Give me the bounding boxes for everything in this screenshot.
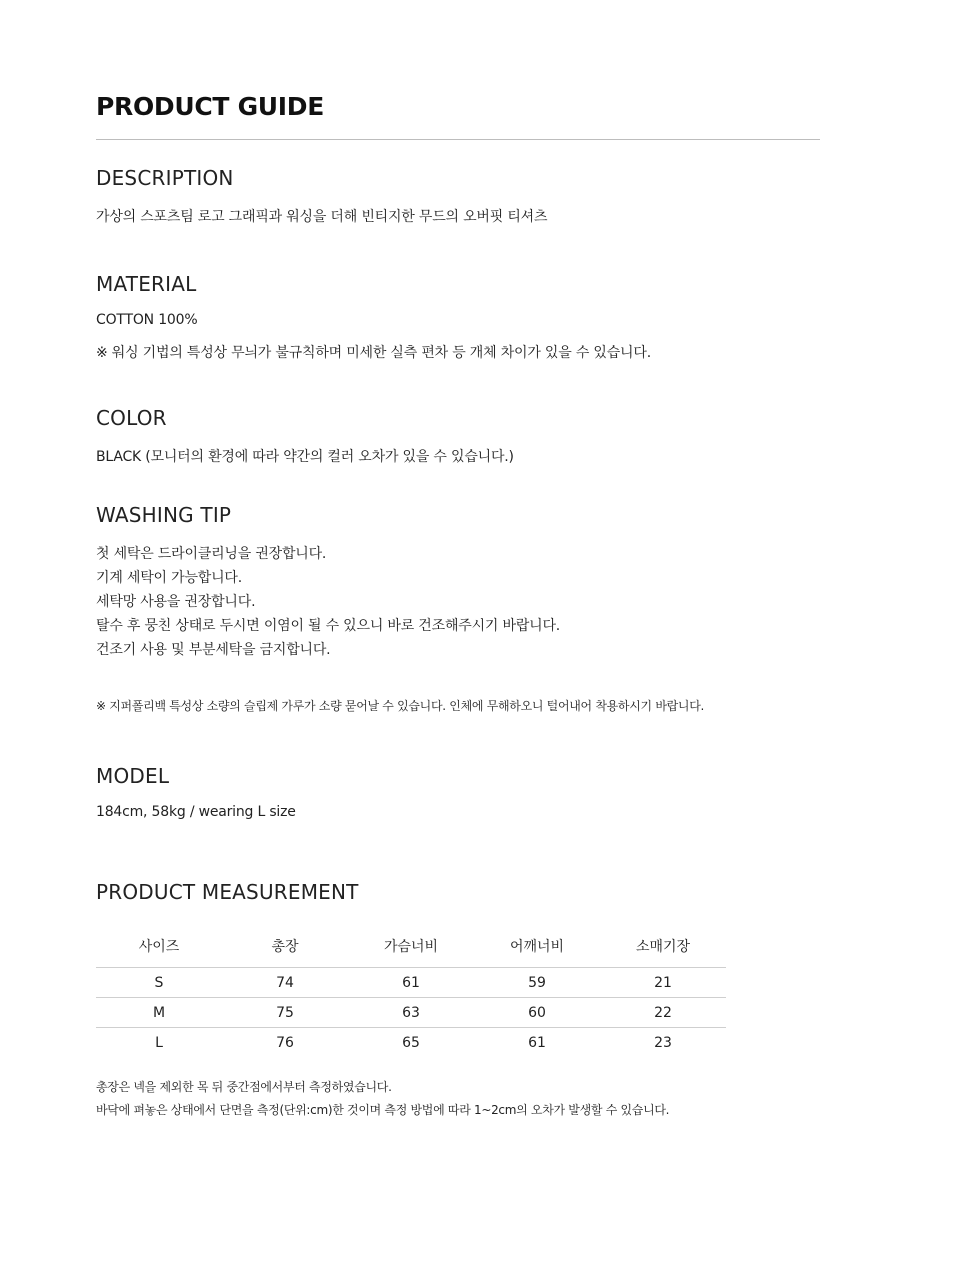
washing-line: 세탁망 사용을 권장합니다. xyxy=(96,594,256,610)
table-row xyxy=(96,1028,726,1058)
cell-total-length: 74 xyxy=(222,968,348,998)
material-note: ※ 워싱 기법의 특성상 무늬가 불규칙하며 미세한 실측 편차 등 개체 차이가 있을 수 있습니다. xyxy=(96,345,651,361)
header-total-length: 총장 xyxy=(222,925,348,968)
cell-chest-width: 61 xyxy=(348,968,474,998)
header-sleeve-length: 소매기장 xyxy=(600,925,726,968)
cell-sleeve-length: 21 xyxy=(600,968,726,998)
material-composition: COTTON 100% xyxy=(96,312,198,328)
model-title: MODEL xyxy=(96,764,170,788)
model-text: 184cm, 58kg / wearing L size xyxy=(96,804,296,820)
washing-note: ※ 지퍼폴리백 특성상 소량의 슬립제 가루가 소량 묻어날 수 있습니다. 인체에 무해하오니 털어내어 착용하시기 바랍니다. xyxy=(96,699,705,713)
measurement-note: 바닥에 펴놓은 상태에서 단면을 측정(단위:cm)한 것이며 측정 방법에 따라 1~2cm의 오차가 발생할 수 있습니다. xyxy=(96,1103,670,1117)
cell-shoulder-width: 60 xyxy=(474,998,600,1028)
material-title: MATERIAL xyxy=(96,272,197,296)
cell-chest-width: 63 xyxy=(348,998,474,1028)
cell-chest-width: 65 xyxy=(402,1034,420,1051)
color-title: COLOR xyxy=(96,406,167,430)
description-title: DESCRIPTION xyxy=(96,166,234,190)
washing-title: WASHING TIP xyxy=(96,503,232,527)
cell-size: M xyxy=(96,998,222,1028)
measurement-table xyxy=(96,925,726,1057)
header-shoulder-width: 어깨너비 xyxy=(474,925,600,968)
table-header-row xyxy=(96,925,726,968)
header-size: 사이즈 xyxy=(96,925,222,968)
cell-sleeve-length: 23 xyxy=(654,1034,672,1051)
color-text: BLACK (모니터의 환경에 따라 약간의 컬러 오차가 있을 수 있습니다.) xyxy=(96,449,514,465)
cell-sleeve-length: 22 xyxy=(600,998,726,1028)
table-row xyxy=(96,998,726,1028)
table-row xyxy=(96,968,726,998)
cell-size: S xyxy=(96,968,222,998)
washing-line: 탈수 후 뭉친 상태로 두시면 이염이 될 수 있으니 바로 건조해주시기 바랍니다. xyxy=(96,618,561,634)
washing-line: 건조기 사용 및 부분세탁을 금지합니다. xyxy=(96,642,331,658)
page-title: PRODUCT GUIDE xyxy=(96,92,325,121)
washing-line: 첫 세탁은 드라이클리닝을 권장합니다. xyxy=(96,546,327,562)
header-chest-width: 가슴너비 xyxy=(348,925,474,968)
title-divider xyxy=(96,139,820,140)
cell-size: L xyxy=(155,1034,163,1051)
measurement-title: PRODUCT MEASUREMENT xyxy=(96,880,359,904)
cell-total-length: 75 xyxy=(222,998,348,1028)
washing-line: 기계 세탁이 가능합니다. xyxy=(96,570,242,586)
cell-shoulder-width: 61 xyxy=(528,1034,546,1051)
measurement-note: 총장은 넥을 제외한 목 뒤 중간점에서부터 측정하였습니다. xyxy=(96,1080,392,1094)
cell-shoulder-width: 59 xyxy=(474,968,600,998)
description-text: 가상의 스포츠팀 로고 그래픽과 워싱을 더해 빈티지한 무드의 오버핏 티셔츠 xyxy=(96,209,548,225)
cell-total-length: 76 xyxy=(276,1034,294,1051)
